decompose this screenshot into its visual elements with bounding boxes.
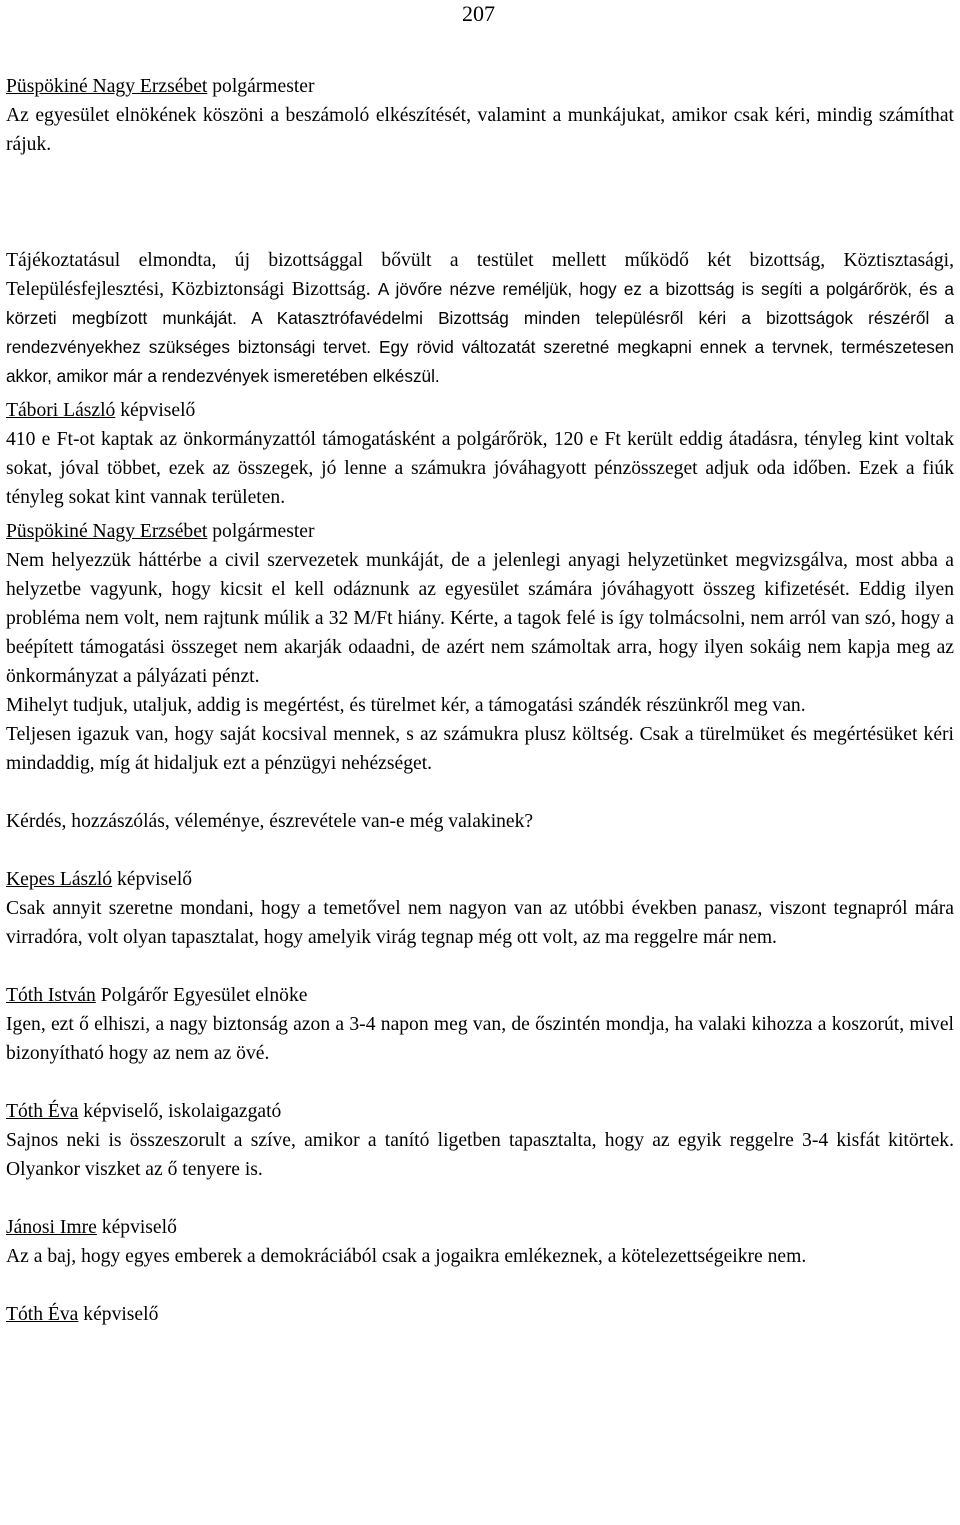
speaker-name: Tóth Éva	[6, 1304, 79, 1325]
speech-block	[6, 517, 954, 778]
document-body	[6, 72, 954, 1329]
speech-paragraph: Nem helyezzük háttérbe a civil szervezetek munkáját, de a jelenlegi anyagi helyzetünket megvizsgálva, most abba a helyzetbe vagyunk, hogy kicsit el kell odáznunk az egyesület számára jóváhagyott összeg kifizetését. Eddig ilyen probléma nem volt, nem rajtunk múlik a 32 M/Ft hiány. Kérte, a tagok felé is így tolmácsolni, nem arról van szó, hogy a beépített támogatási összeget nem akarják odaadni, de azért nem számoltak arra, hogy ilyen sokáig nem kapja meg az önkormányzat a pályázati pénzt.	[6, 550, 954, 687]
speaker-role: képviselő	[112, 869, 193, 890]
speech-paragraph: Mihelyt tudjuk, utaljuk, addig is megértést, és türelmet kér, a támogatási szándék részünkről meg van.	[6, 695, 806, 716]
speech-block	[6, 1300, 954, 1329]
speaker-role: képviselő	[96, 1217, 177, 1238]
speaker-role: polgármester	[207, 76, 315, 97]
speech-paragraph: Igen, ezt ő elhiszi, a nagy biztonság azon a 3-4 napon meg van, de őszintén mondja, ha valaki kihozza a koszorút, mivel bizonyítható hogy az nem az övé.	[6, 1014, 954, 1064]
speaker-name: Tóth István	[6, 985, 96, 1006]
speaker-line	[6, 981, 954, 1010]
speech-paragraph: Az egyesület elnökének köszöni a beszámoló elkészítését, valamint a munkájukat, amikor csak kéri, mindig számíthat rájuk.	[6, 105, 954, 155]
speaker-role: képviselő	[78, 1304, 159, 1325]
speech-paragraph: Teljesen igazuk van, hogy saját kocsival mennek, s az számukra plusz költség. Csak a türelmüket és megértésüket kéri mindaddig, míg át hidaljuk ezt a pénzügyi nehézséget.	[6, 724, 954, 774]
speaker-line	[6, 72, 954, 101]
speech-block	[6, 865, 954, 952]
info-block	[6, 246, 954, 391]
speech-block	[6, 981, 954, 1068]
speaker-line	[6, 1097, 954, 1126]
speech-paragraph: Csak annyit szeretne mondani, hogy a temetővel nem nagyon van az utóbbi években panasz, viszont tegnapról mára virradóra, volt olyan tapasztalat, hogy amelyik virág tegnap még ott volt, az ma reggelre már nem.	[6, 898, 954, 948]
speaker-role: képviselő	[115, 400, 196, 421]
speaker-role: képviselő, iskolaigazgató	[78, 1101, 282, 1122]
speech-block	[6, 1213, 954, 1271]
speaker-line	[6, 517, 954, 546]
speech-block	[6, 1097, 954, 1184]
info-sans-text: A jövőre nézve reméljük, hogy ez a bizottság is segíti a polgárőrök, és a körzeti megbízott munkáját. A Katasztrófavédelmi Bizottság minden településről kéri a bizottságok részéről a rendezvényekhez szükséges biztonsági tervet. Egy rövid változatát szeretné megkapni ennek a tervnek, természetesen akkor, amikor már a rendezvények ismeretében elkészül.	[6, 279, 954, 386]
speaker-role: Polgárőr Egyesület elnöke	[95, 985, 308, 1006]
speaker-name: Kepes László	[6, 869, 113, 890]
speech-block	[6, 396, 954, 512]
speaker-role: polgármester	[207, 521, 315, 542]
speaker-line	[6, 865, 954, 894]
speaker-name: Püspökiné Nagy Erzsébet	[6, 76, 208, 97]
speaker-line	[6, 1213, 954, 1242]
speech-paragraph: 410 e Ft-ot kaptak az önkormányzattól támogatásként a polgárőrök, 120 e Ft került eddig átadásra, tényleg kint voltak sokat, jóval többet, ezek az összegek, jó lenne a számukra jóváhagyott pénzösszeget adjuk oda időben. Ezek a fiúk tényleg sokat kint vannak területen.	[6, 429, 954, 508]
speech-paragraph: Az a baj, hogy egyes emberek a demokráciából csak a jogaikra emlékeznek, a kötelezettségeikre nem.	[6, 1246, 807, 1267]
speaker-name: Tóth Éva	[6, 1101, 79, 1122]
speech-block	[6, 72, 954, 159]
question-line: Kérdés, hozzászólás, véleménye, észrevétele van-e még valakinek?	[6, 811, 534, 832]
speaker-name: Tábori László	[6, 400, 116, 421]
speaker-name: Püspökiné Nagy Erzsébet	[6, 521, 208, 542]
speaker-name: Jánosi Imre	[6, 1217, 97, 1238]
speaker-line	[6, 396, 954, 425]
speaker-line	[6, 1300, 954, 1329]
info-serif-text: Tájékoztatásul elmondta, új bizottsággal bővült a testület mellett működő két bizottság, Köztisztasági, Településfejlesztési, Közbiztonsági Bizottság.	[6, 250, 954, 300]
page-number: 207	[462, 1, 495, 26]
speech-paragraph: Sajnos neki is összeszorult a szíve, amikor a tanító ligetben tapasztalta, hogy az egyik reggelre 3-4 kisfát kitörtek. Olyankor viszket az ő tenyere is.	[6, 1130, 954, 1180]
info-paragraph	[6, 246, 954, 391]
